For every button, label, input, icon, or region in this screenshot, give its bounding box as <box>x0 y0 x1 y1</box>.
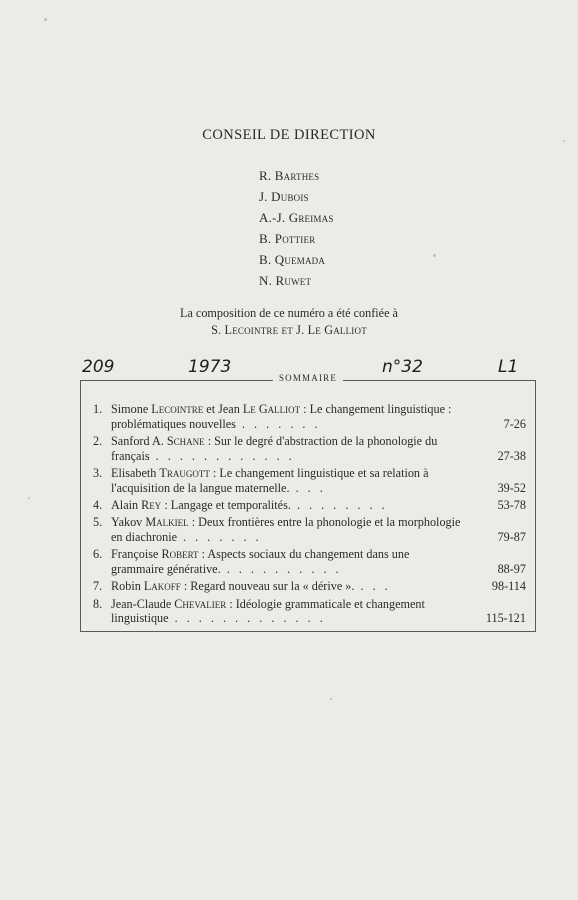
toc-number: 2. <box>93 433 103 448</box>
toc-number: 3. <box>93 465 103 480</box>
member-name: Barthes <box>274 168 320 183</box>
member-name: Pottier <box>274 231 316 246</box>
toc-title: : Langage et temporalités. <box>161 497 291 512</box>
council-member: R. Barthes <box>259 168 320 183</box>
toc-entry: 8. Jean-Claude Chevalier : Idéologie grammaticale et changement linguistique . . . . . . . . . . . . . 115-121 <box>93 596 526 626</box>
member-name: Greimas <box>288 210 334 225</box>
author-name: Chevalier <box>174 596 227 611</box>
toc-title: : Le changement linguistique : problématiques nouvelles <box>111 402 452 431</box>
handwritten-issue: n°32 <box>382 357 423 377</box>
toc-title: : Idéologie grammaticale et changement linguistique <box>111 596 425 626</box>
toc-title: : Regard nouveau sur la « dérive ». <box>180 579 355 594</box>
member-name: Dubois <box>271 189 309 204</box>
toc-entry: 1. Simone Lecointre et Jean Le Galliot : Le changement linguistique : problématiques nouvelles . . . . . . . 7-26 <box>93 402 526 431</box>
council-member: N. Ruwet <box>259 273 312 288</box>
paper-speck <box>433 254 436 257</box>
council-members-list <box>259 166 334 292</box>
toc-entry: 4. Alain Rey : Langage et temporalités. . . . . . . . . 53-78 <box>93 497 526 512</box>
toc-pages: 88-97 <box>497 561 526 576</box>
sommaire-box <box>80 373 536 632</box>
council-member: J. Dubois <box>259 189 309 204</box>
toc-pages: 27-38 <box>497 448 526 463</box>
composition-note <box>0 305 578 339</box>
paper-speck <box>330 698 332 700</box>
toc-pages: 98-114 <box>491 579 526 594</box>
council-member: B. Pottier <box>259 231 316 246</box>
author-name: Malkiel <box>145 515 189 530</box>
toc-title: : Sur le degré d'abstraction de la phonologie du français <box>111 433 438 463</box>
toc-number: 4. <box>93 497 103 512</box>
author-name: Robert <box>161 547 199 562</box>
toc-number: 8. <box>93 596 103 611</box>
toc-number: 5. <box>93 515 103 530</box>
toc-title: : Le changement linguistique et sa relation à l'acquisition de la langue maternelle. <box>111 465 429 495</box>
sommaire-label: SOMMAIRE <box>273 373 343 383</box>
author-name: Rey <box>141 497 162 512</box>
council-member: A.-J. Greimas <box>259 210 334 225</box>
paper-speck <box>28 497 30 499</box>
composition-line: La composition de ce numéro a été confiée à <box>180 306 398 320</box>
toc-pages: 115-121 <box>485 611 526 626</box>
handwritten-year: 1973 <box>188 357 232 377</box>
toc-entry: 2. Sanford A. Schane : Sur le degré d'abstraction de la phonologie du français . . . . . . . . . . . . 27-38 <box>93 433 526 463</box>
toc-pages: 79-87 <box>497 529 526 544</box>
handwritten-number: 209 <box>82 357 115 377</box>
composition-names: S. Lecointre et J. Le Galliot <box>211 323 367 337</box>
toc-entry: 7. Robin Lakoff : Regard nouveau sur la « dérive ». . . . 98-114 <box>93 579 526 594</box>
toc-number: 1. <box>93 402 103 416</box>
toc-entry: 5. Yakov Malkiel : Deux frontières entre la phonologie et la morphologie en diachronie . . . . . . . 79-87 <box>93 515 526 544</box>
toc-entry: 3. Elisabeth Traugott : Le changement linguistique et sa relation à l'acquisition de la langue maternelle. . . . 39-52 <box>93 465 526 495</box>
table-of-contents <box>93 402 528 629</box>
toc-number: 6. <box>93 547 103 562</box>
toc-number: 7. <box>93 579 103 594</box>
author-name: Lecointre <box>151 402 204 416</box>
council-title: CONSEIL DE DIRECTION <box>202 127 376 143</box>
toc-pages: 39-52 <box>497 480 526 495</box>
paper-speck <box>44 18 47 21</box>
author-name: Lakoff <box>143 579 181 594</box>
author-name: Traugott <box>159 465 210 480</box>
member-name: Quemada <box>274 252 326 267</box>
toc-entry: 6. Françoise Robert : Aspects sociaux du changement dans une grammaire générative. . . . . . . . . . . 88-97 <box>93 547 526 576</box>
toc-pages: 53-78 <box>497 497 526 512</box>
handwritten-code: L1 <box>498 357 519 377</box>
member-name: Ruwet <box>275 273 312 288</box>
author-name: Schane <box>166 433 205 448</box>
council-member: B. Quemada <box>259 252 326 267</box>
toc-title: : Aspects sociaux du changement dans une grammaire générative. <box>111 547 410 576</box>
toc-title: : Deux frontières entre la phonologie et la morphologie en diachronie <box>111 515 461 544</box>
toc-pages: 7-26 <box>503 416 526 431</box>
author-name: Le Galliot <box>242 402 301 416</box>
